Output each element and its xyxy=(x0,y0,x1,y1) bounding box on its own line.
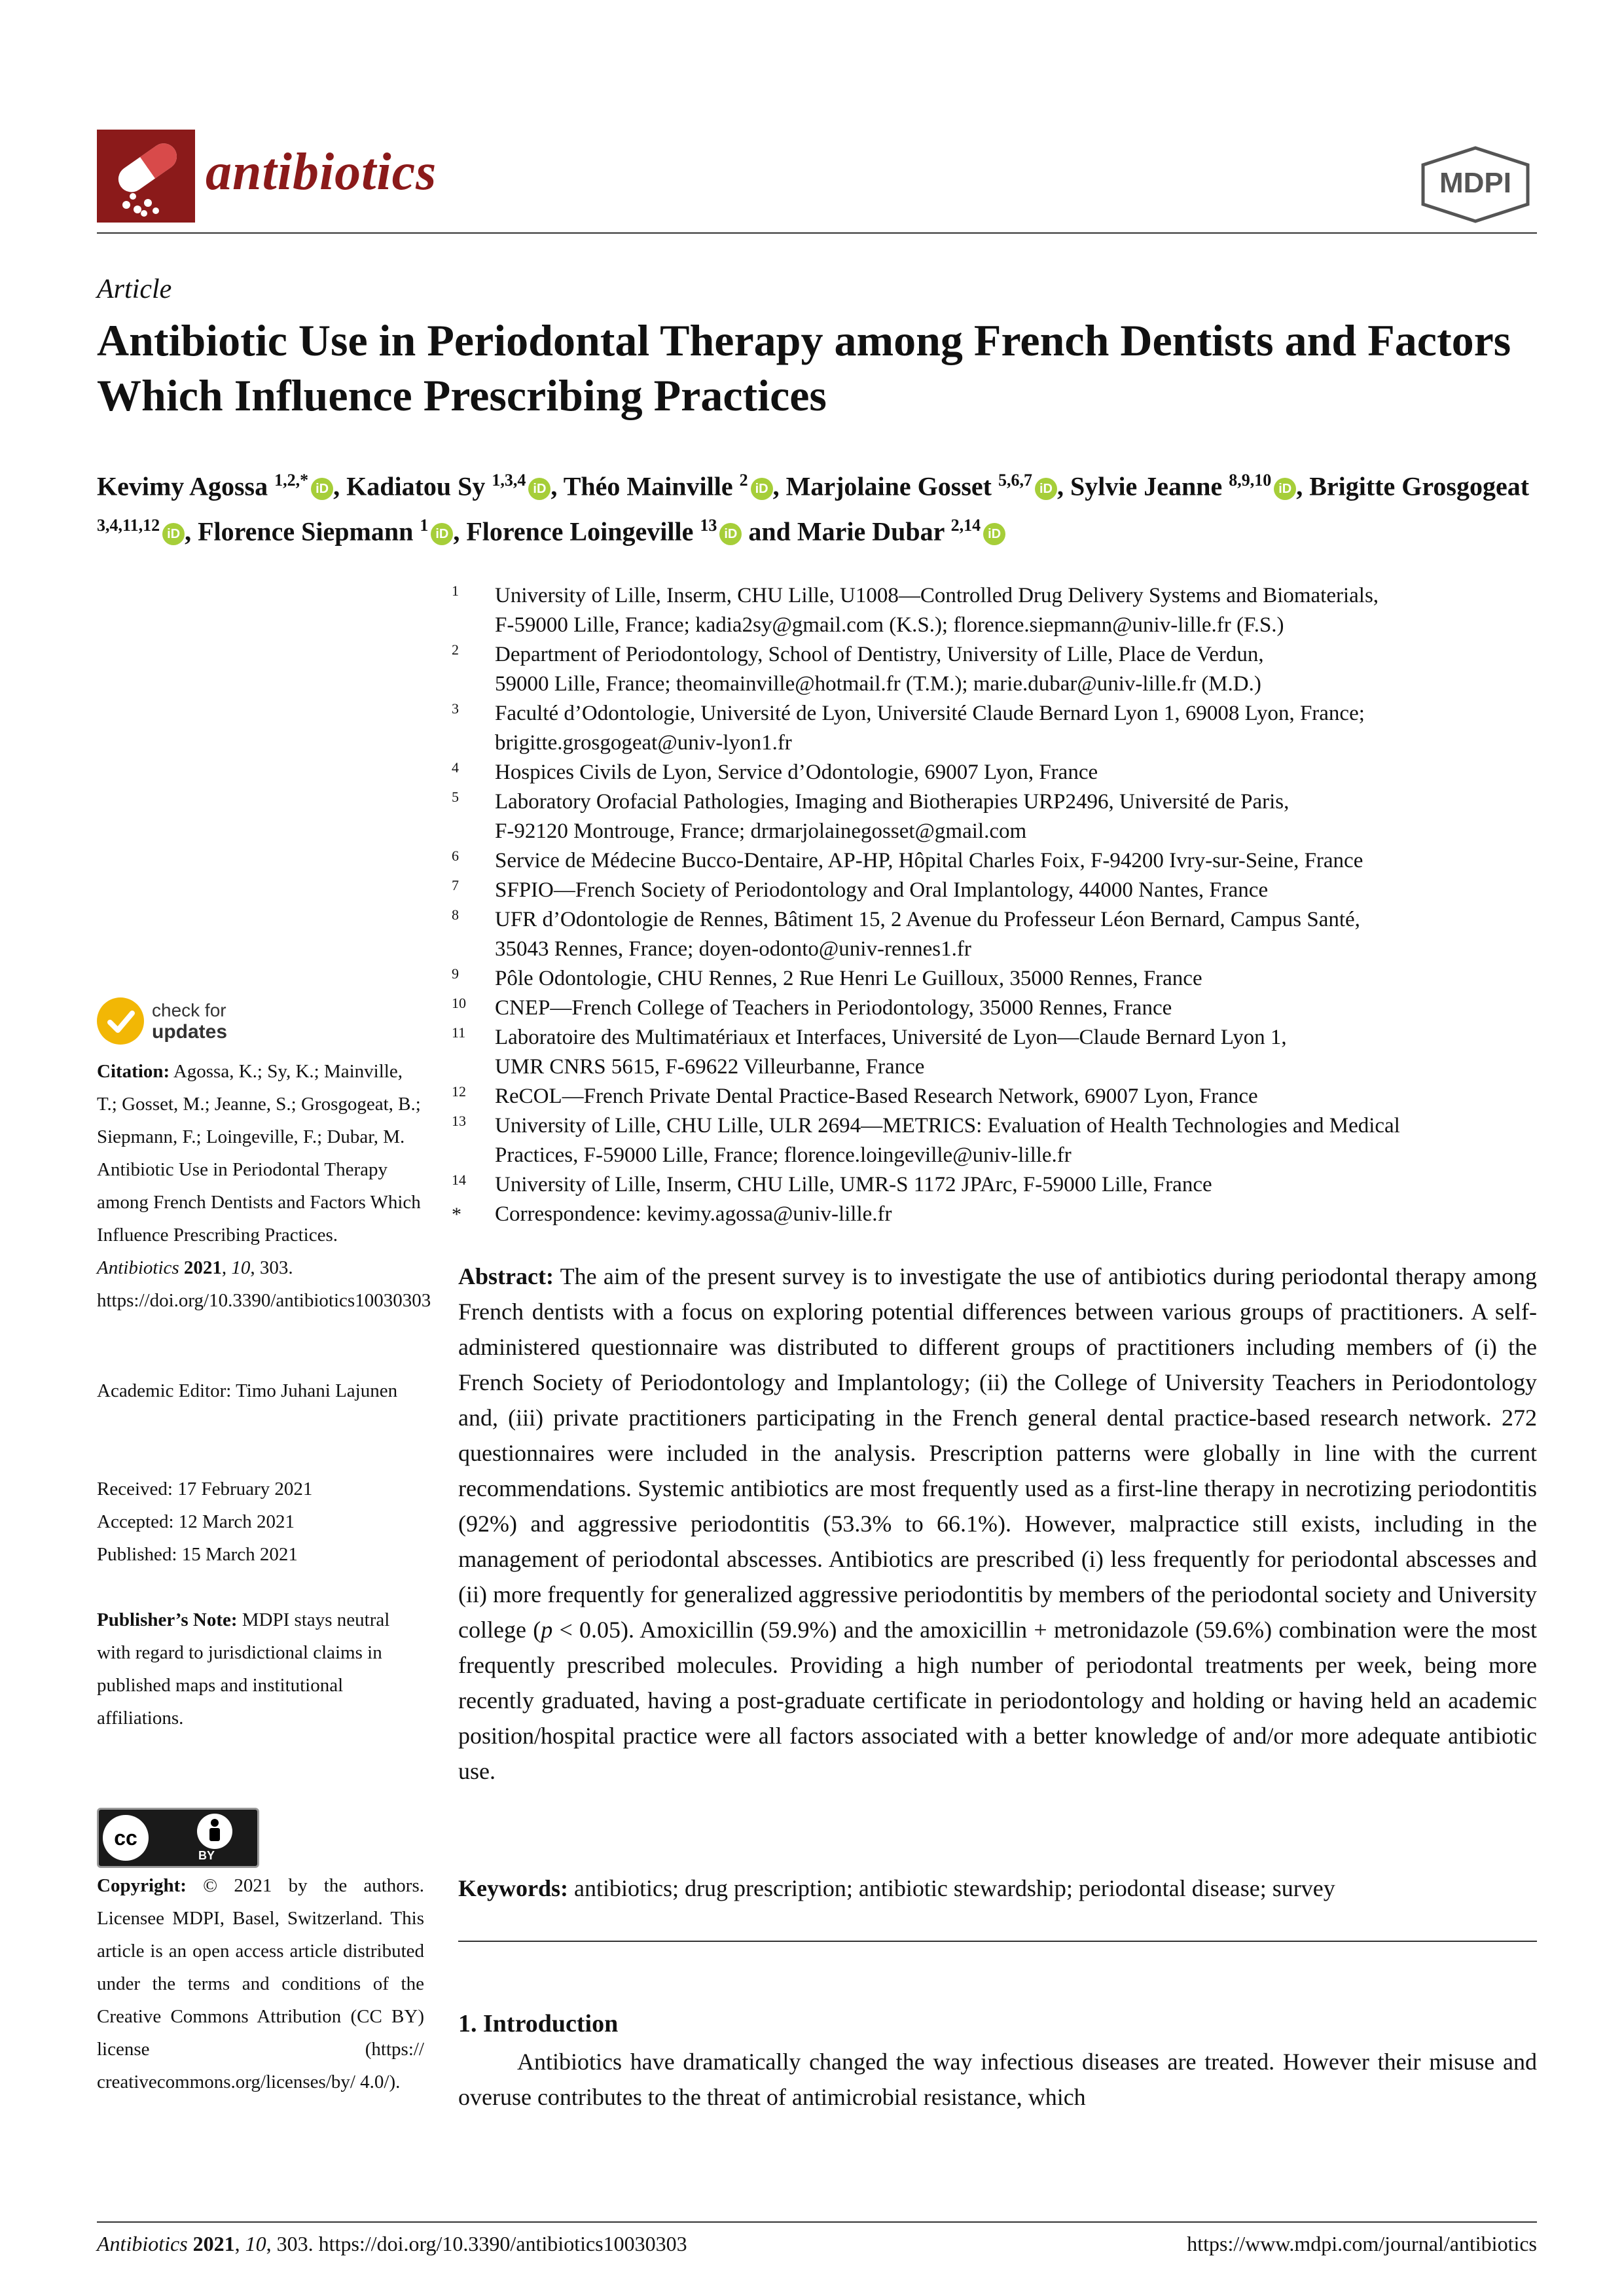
header-rule xyxy=(97,232,1537,234)
affiliation-number: 2 xyxy=(452,641,459,658)
affiliation-line: 59000 Lille, France; theomainville@hotmail.fr (T.M.); marie.dubar@univ-lille.fr (M.D.) xyxy=(495,672,1261,696)
orcid-icon[interactable]: iD xyxy=(431,523,453,545)
affiliation-number: 11 xyxy=(452,1024,466,1041)
author-separator: , xyxy=(453,516,467,547)
citation-label: Citation: xyxy=(97,1061,170,1082)
footer-rule xyxy=(97,2221,1537,2223)
affiliation-number: 4 xyxy=(452,759,459,776)
published-date: Published: 15 March 2021 xyxy=(97,1544,298,1565)
affiliation-item xyxy=(452,640,1538,699)
mdpi-logo-text: MDPI xyxy=(1439,167,1511,199)
affiliation-item xyxy=(452,1023,1538,1082)
copyright-text: © 2021 by the authors. Licensee MDPI, Basel, Switzerland. This article is an open access article distributed under the terms and conditions of the Creative Commons Attribution (CC BY) license (https:// creativecommons.org/licenses/by/ 4.0/). xyxy=(97,1875,425,2092)
author-name: Kevimy Agossa xyxy=(97,471,275,501)
citation-year: 2021 xyxy=(183,1257,222,1278)
orcid-icon[interactable]: iD xyxy=(719,523,742,545)
affiliation-line: F-92120 Montrouge, France; drmarjolainegosset@gmail.com xyxy=(495,819,1027,843)
affiliation-line: 35043 Rennes, France; doyen-odonto@univ-rennes1.fr xyxy=(495,937,971,961)
author-separator: , xyxy=(1056,471,1070,501)
author-name: Florence Loingeville xyxy=(466,516,700,547)
footer-year: 2021 xyxy=(192,2232,235,2255)
author-separator: , xyxy=(185,516,198,547)
publisher-note-label: Publisher’s Note: xyxy=(97,1609,238,1630)
author-affiliation-numbers: 13 xyxy=(700,516,717,535)
publisher-note-text: MDPI stays neutral with regard to jurisdictional claims in published maps and institutional affiliations. xyxy=(97,1609,390,1729)
affiliation-number: 9 xyxy=(452,965,459,982)
affiliation-line: University of Lille, Inserm, CHU Lille, UMR-S 1172 JPArc, F-59000 Lille, France xyxy=(495,1173,1212,1196)
affiliation-number: 12 xyxy=(452,1083,466,1100)
affiliation-number: 1 xyxy=(452,583,459,599)
dates-block xyxy=(97,1473,424,1571)
section-rule xyxy=(458,1941,1537,1942)
mdpi-logo xyxy=(1416,145,1534,224)
affiliation-number: 10 xyxy=(452,995,466,1011)
correspondence xyxy=(452,1200,1538,1229)
keywords-label: Keywords: xyxy=(458,1875,568,1901)
cc-by-license-badge[interactable] xyxy=(97,1808,259,1868)
author-name: Brigitte Grosgogeat xyxy=(1309,471,1530,501)
author-name: Kadiatou Sy xyxy=(346,471,492,501)
citation-volume: 10 xyxy=(231,1257,251,1278)
affiliation-line: University of Lille, CHU Lille, ULR 2694—METRICS: Evaluation of Health Technologies and Medical xyxy=(495,1114,1400,1138)
author-affiliation-numbers: 3,4,11,12 xyxy=(97,516,160,535)
abstract-label: Abstract: xyxy=(458,1263,554,1289)
affiliation-line: UFR d’Odontologie de Rennes, Bâtiment 15, 2 Avenue du Professeur Léon Bernard, Campus Santé, xyxy=(495,908,1360,931)
author-list xyxy=(97,461,1537,552)
author-affiliation-numbers: 2,14 xyxy=(950,516,981,535)
cc-icon: cc xyxy=(103,1815,149,1861)
orcid-icon[interactable]: iD xyxy=(751,478,773,500)
affiliation-item xyxy=(452,581,1538,640)
affiliation-item xyxy=(452,1170,1538,1200)
affiliation-line: Service de Médecine Bucco-Dentaire, AP-HP, Hôpital Charles Foix, F-94200 Ivry-sur-Seine, France xyxy=(495,849,1363,872)
affiliation-number: 14 xyxy=(452,1172,466,1188)
author-affiliation-numbers: 1 xyxy=(420,516,429,535)
affiliations xyxy=(452,581,1538,1229)
affiliation-line: Faculté d’Odontologie, Université de Lyon, Université Claude Bernard Lyon 1, 69008 Lyon, France; xyxy=(495,702,1365,725)
checkmark-icon xyxy=(97,997,144,1045)
orcid-icon[interactable]: iD xyxy=(983,523,1005,545)
affiliation-line: ReCOL—French Private Dental Practice-Based Research Network, 69007 Lyon, France xyxy=(495,1085,1258,1108)
correspondence-text: Correspondence: kevimy.agossa@univ-lille.fr xyxy=(495,1202,892,1226)
orcid-icon[interactable]: iD xyxy=(162,523,185,545)
affiliation-line: brigitte.grosgogeat@univ-lyon1.fr xyxy=(495,731,792,755)
copyright-block xyxy=(97,1869,424,2098)
affiliation-line: Laboratory Orofacial Pathologies, Imaging and Biotherapies URP2496, Université de Paris, xyxy=(495,790,1290,814)
p-value-symbol: p xyxy=(541,1617,553,1643)
author-separator: , xyxy=(550,471,564,501)
author-name: Sylvie Jeanne xyxy=(1070,471,1229,501)
affiliation-number: 13 xyxy=(452,1113,466,1129)
affiliation-line: University of Lille, Inserm, CHU Lille, U1008—Controlled Drug Delivery Systems and Biomaterials, xyxy=(495,584,1379,607)
affiliation-number: 8 xyxy=(452,906,459,923)
author-affiliation-numbers: 5,6,7 xyxy=(998,471,1032,490)
abstract-text-part2: < 0.05). Amoxicillin (59.9%) and the amoxicillin + metronidazole (59.6%) combination were the most frequently prescribed molecules. Providing a high number of periodontal treatments per week, being more recently graduated, having a post-graduate certificate in periodontology and holding or having held an academic position/hospital practice were all factors associated with a better knowledge of and/or more adequate antibiotic use. xyxy=(458,1617,1537,1784)
author-name: Marjolaine Gosset xyxy=(785,471,998,501)
check-for-label: check for xyxy=(152,1000,226,1020)
citation-journal: Antibiotics xyxy=(97,1257,179,1278)
check-for-updates-badge[interactable] xyxy=(97,995,280,1047)
academic-editor: Academic Editor: Timo Juhani Lajunen xyxy=(97,1380,398,1401)
footer-doi-link[interactable]: , 303. https://doi.org/10.3390/antibiotics10030303 xyxy=(266,2232,687,2255)
author-separator: , xyxy=(333,471,347,501)
received-date: Received: 17 February 2021 xyxy=(97,1479,313,1499)
affiliation-line: SFPIO—French Society of Periodontology and Oral Implantology, 44000 Nantes, France xyxy=(495,878,1269,902)
article-type: Article xyxy=(97,274,172,304)
updates-label: updates xyxy=(152,1021,228,1043)
author-affiliation-numbers: 1,3,4 xyxy=(492,471,526,490)
affiliation-item xyxy=(452,1082,1538,1111)
abstract xyxy=(458,1259,1537,1789)
author-separator: , xyxy=(1296,471,1310,501)
affiliation-line: Laboratoire des Multimatériaux et Interfaces, Université de Lyon—Claude Bernard Lyon 1, xyxy=(495,1026,1287,1049)
author-affiliation-numbers: 2 xyxy=(739,471,748,490)
keywords-text: antibiotics; drug prescription; antibiotic stewardship; periodontal disease; survey xyxy=(573,1875,1335,1901)
affiliation-line: Department of Periodontology, School of Dentistry, University of Lille, Place de Verdun, xyxy=(495,643,1264,666)
author-affiliation-numbers: 8,9,10 xyxy=(1229,471,1272,490)
affiliation-line: UMR CNRS 5615, F-69622 Villeurbanne, France xyxy=(495,1055,925,1079)
affiliation-item xyxy=(452,1111,1538,1170)
affiliation-item xyxy=(452,905,1538,964)
article-title: Antibiotic Use in Periodontal Therapy among French Dentists and Factors Which Influence Prescribing Practices xyxy=(97,315,1511,420)
orcid-icon[interactable]: iD xyxy=(1274,478,1296,500)
affiliation-item xyxy=(452,758,1538,787)
orcid-icon[interactable]: iD xyxy=(311,478,333,500)
affiliation-line: Pôle Odontologie, CHU Rennes, 2 Rue Henri Le Guilloux, 35000 Rennes, France xyxy=(495,967,1202,990)
affiliation-number: 3 xyxy=(452,700,459,717)
keywords xyxy=(458,1871,1537,1906)
authors-and: and xyxy=(742,516,797,547)
attribution-person-icon xyxy=(197,1814,232,1849)
correspondence-mark: * xyxy=(452,1204,461,1225)
affiliation-number: 7 xyxy=(452,877,459,893)
affiliation-line: Hospices Civils de Lyon, Service d’Odontologie, 69007 Lyon, France xyxy=(495,761,1098,784)
affiliation-line: Practices, F-59000 Lille, France; florence.loingeville@univ-lille.fr xyxy=(495,1143,1072,1167)
citation-block: Citation: Agossa, K.; Sy, K.; Mainville, T.; Gosset, M.; Jeanne, S.; Grosgogeat, B.; Siepmann, F.; Loingeville, F.; Dubar, M. Antibiotic Use in Periodontal Therapy among French Dentists and Factors Which Influence Prescribing Practices. Antibiotics 2021, 10, 303. https://doi.org/10.3390/antibiotics10030303 xyxy=(97,1061,431,1311)
affiliation-item xyxy=(452,876,1538,905)
footer-volume: 10 xyxy=(245,2232,266,2255)
footer-journal: Antibiotics xyxy=(97,2232,188,2255)
orcid-icon[interactable]: iD xyxy=(528,478,550,500)
orcid-icon[interactable]: iD xyxy=(1035,478,1057,500)
abstract-text-part1: The aim of the present survey is to investigate the use of antibiotics during periodontal therapy among French dentists with a focus on exploring potential differences between various groups of practitioners. A self-administered questionnaire was distributed to different groups of practitioners including members of (i) the French Society of Periodontology and Implantology; (ii) the College of University Teachers in Periodontology and, (iii) private practitioners participating in the French general dental practice-based research network. 272 questionnaires were included in the analysis. Prescription patterns were globally in line with the current recommendations. Systemic antibiotics are most frequently used as a first-line therapy in necrotizing periodontitis (92%) and aggressive periodontitis (53.3% to 66.1%). However, malpractice still exists, including in the management of periodontal abscesses. Antibiotics are prescribed (i) less frequently for periodontal abscesses and (ii) more frequently for generalized aggressive periodontitis by members of the periodontal society and University college ( xyxy=(458,1263,1537,1643)
publisher-note xyxy=(97,1604,424,1734)
citation-doi[interactable]: , 303. https://doi.org/10.3390/antibiotics10030303 xyxy=(97,1257,431,1311)
author-name: Théo Mainville xyxy=(563,471,740,501)
affiliation-line: CNEP—French College of Teachers in Periodontology, 35000 Rennes, France xyxy=(495,996,1172,1020)
affiliation-item xyxy=(452,964,1538,994)
journal-name: antibiotics xyxy=(206,143,437,201)
by-label: BY xyxy=(198,1849,215,1862)
copyright-label: Copyright: xyxy=(97,1875,187,1896)
journal-logo xyxy=(97,130,195,223)
author-name: Florence Siepmann xyxy=(198,516,420,547)
accepted-date: Accepted: 12 March 2021 xyxy=(97,1511,295,1532)
affiliation-item xyxy=(452,994,1538,1023)
affiliation-line: F-59000 Lille, France; kadia2sy@gmail.com (K.S.); florence.siepmann@univ-lille.fr (F.S.) xyxy=(495,613,1284,637)
footer-journal-url[interactable]: https://www.mdpi.com/journal/antibiotics xyxy=(1187,2232,1537,2255)
affiliation-number: 5 xyxy=(452,789,459,805)
affiliation-item xyxy=(452,699,1538,758)
citation-text: Agossa, K.; Sy, K.; Mainville, T.; Gosset, M.; Jeanne, S.; Grosgogeat, B.; Siepmann, F.; Loingeville, F.; Dubar, M. Antibiotic Use in Periodontal Therapy among French Dentists and Factors Which Influence Prescribing Practices. xyxy=(97,1061,421,1246)
affiliation-number: 6 xyxy=(452,848,459,864)
introduction-paragraph: Antibiotics have dramatically changed the way infectious diseases are treated. However their misuse and overuse contributes to the threat of antimicrobial resistance, which xyxy=(458,2049,1537,2110)
affiliation-item xyxy=(452,787,1538,846)
section-heading-introduction: 1. Introduction xyxy=(458,2010,619,2037)
footer-citation: Antibiotics 2021, 10, 303. https://doi.org/10.3390/antibiotics10030303 xyxy=(97,2232,687,2255)
author-separator: , xyxy=(772,471,786,501)
author-name: Marie Dubar xyxy=(797,516,951,547)
affiliation-item xyxy=(452,846,1538,876)
author-affiliation-numbers: 1,2,* xyxy=(274,471,309,490)
